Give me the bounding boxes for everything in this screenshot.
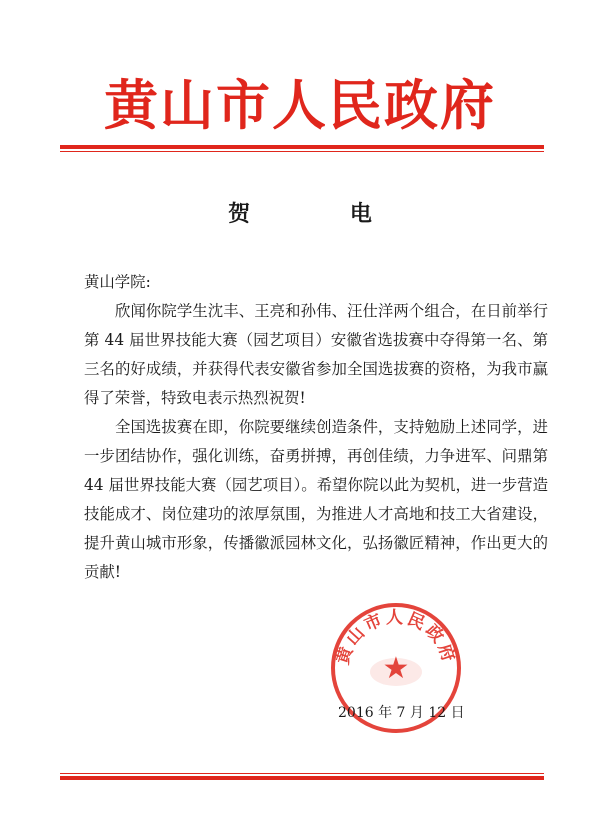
document-date: 2016 年 7 月 12 日 bbox=[338, 705, 465, 721]
salutation: 黄山学院: bbox=[84, 273, 151, 291]
footer-rule-thick bbox=[60, 776, 544, 780]
letterhead-title: 黄山市人民政府 bbox=[104, 73, 496, 137]
header-rule-thick bbox=[60, 145, 544, 149]
paragraph-encouragement: 全国选拔赛在即，你院要继续创造条件，支持勉励上述同学，进一步团结协作，强化训练，奋勇拼搏，再创佳绩，力争进军、问鼎第 44 届世界技能大赛（园艺项目）。希望你院以此为契机，进一步营造技能成才、岗位建功的浓厚氛围，为推进人才高地和技工大省建设，提升黄山城市形象，传播徽派园林文化，弘扬徽匠精神，作出更大的贡献! bbox=[84, 418, 548, 581]
seal-star-icon: ★ bbox=[382, 651, 410, 686]
letter-body bbox=[84, 268, 548, 587]
header-rule-thin bbox=[60, 151, 544, 152]
paragraph-congratulation: 欣闻你院学生沈丰、王亮和孙伟、汪仕洋两个组合，在日前举行第 44 届世界技能大赛（园艺项目）安徽省选拔赛中夺得第一名、第三名的好成绩，并获得代表安徽省参加全国选拔赛的资格，为我市赢得了荣誉，特致电表示热烈祝贺! bbox=[84, 302, 548, 407]
footer-rule-thin bbox=[60, 773, 544, 774]
seal-text-path: 黄山市人民政府 bbox=[333, 607, 459, 667]
document-title: 贺 电 bbox=[228, 202, 418, 227]
